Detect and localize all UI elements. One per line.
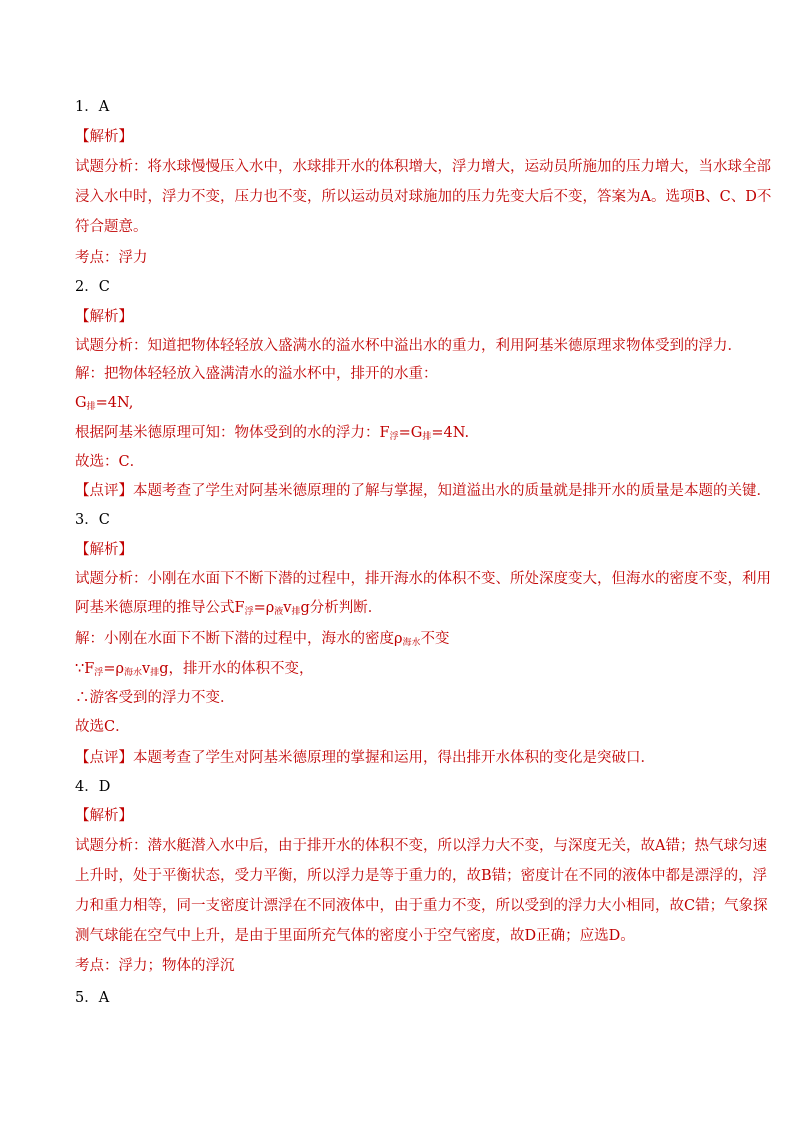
- kaodian: 考点：浮力: [75, 250, 148, 266]
- analysis-line: 浸入水中时，浮力不变，压力也不变，所以运动员对球施加的压力先变大后不变，答案为A。选项B、C、D不: [75, 189, 772, 205]
- analysis-line: 上升时，处于平衡状态，受力平衡，所以浮力是等于重力的，故B错；密度计在不同的液体中都是漂浮的，浮: [75, 868, 768, 884]
- analysis-line: 试题分析：小刚在水面下不断下潜的过程中，排开海水的体积不变、所处深度变大，但海水的密度不变，利用: [75, 571, 771, 587]
- formula-line: $\because F_浮=\rho_{海水}v_排g$，排开水的体积不变，: [75, 661, 314, 678]
- analysis-line: 试题分析：将水球慢慢压入水中，水球排开水的体积增大，浮力增大，运动员所施加的压力增大，当水球全部: [75, 159, 771, 175]
- analysis-line: 试题分析：知道把物体轻轻放入盛满水的溢水杯中溢出水的重力，利用阿基米德原理求物体受到的浮力．: [75, 338, 742, 354]
- item-number: 3．C: [75, 512, 110, 528]
- analysis-line: 阿基米德原理的推导公式$F_浮=\rho_液v_排g$分析判断．: [75, 600, 383, 617]
- item-number: 1．A: [75, 99, 110, 115]
- jiexi-heading: 【解析】: [75, 309, 133, 325]
- solution-line: 解：把物体轻轻放入盛满清水的溢水杯中，排开的水重：: [75, 366, 438, 382]
- analysis-line: 符合题意。: [75, 219, 148, 235]
- answer-line: 故选C．: [75, 719, 130, 735]
- formula-line: 根据阿基米德原理可知：物体受到的水的浮力：$F_浮=G_排=4N$.: [75, 425, 470, 442]
- analysis-line: 试题分析：潜水艇潜入水中后，由于排开水的体积不变，所以浮力大不变，与深度无关，故A错；热气球匀速: [75, 838, 767, 854]
- kaodian: 考点：浮力；物体的浮沉: [75, 958, 235, 974]
- jiexi-heading: 【解析】: [75, 129, 133, 145]
- formula-line: $G_排=4N$,: [75, 395, 134, 412]
- solution-line: 解：小刚在水面下不断下潜的过程中，海水的密度$\rho_{海水}$不变: [75, 631, 450, 648]
- answer-line: 故选：C．: [75, 454, 145, 470]
- jiexi-heading: 【解析】: [75, 542, 133, 558]
- item-number: 2．C: [75, 279, 110, 295]
- item-number: 4．D: [75, 779, 111, 795]
- therefore-line: ∴游客受到的浮力不变．: [75, 690, 235, 706]
- analysis-line: 力和重力相等，同一支密度计漂浮在不同液体中，由于重力不变，所以受到的浮力大小相同，故C错；气象探: [75, 898, 768, 914]
- jiexi-heading: 【解析】: [75, 808, 133, 824]
- analysis-line: 测气球能在空气中上升，是由于里面所充气体的密度小于空气密度，故D正确；应选D。: [75, 928, 635, 944]
- item-number: 5．A: [75, 990, 110, 1006]
- comment-line: 【点评】本题考查了学生对阿基米德原理的掌握和运用，得出排开水体积的变化是突破口．: [75, 750, 655, 766]
- comment-line: 【点评】本题考查了学生对阿基米德原理的了解与掌握，知道溢出水的质量就是排开水的质量是本题的关键．: [75, 483, 771, 499]
